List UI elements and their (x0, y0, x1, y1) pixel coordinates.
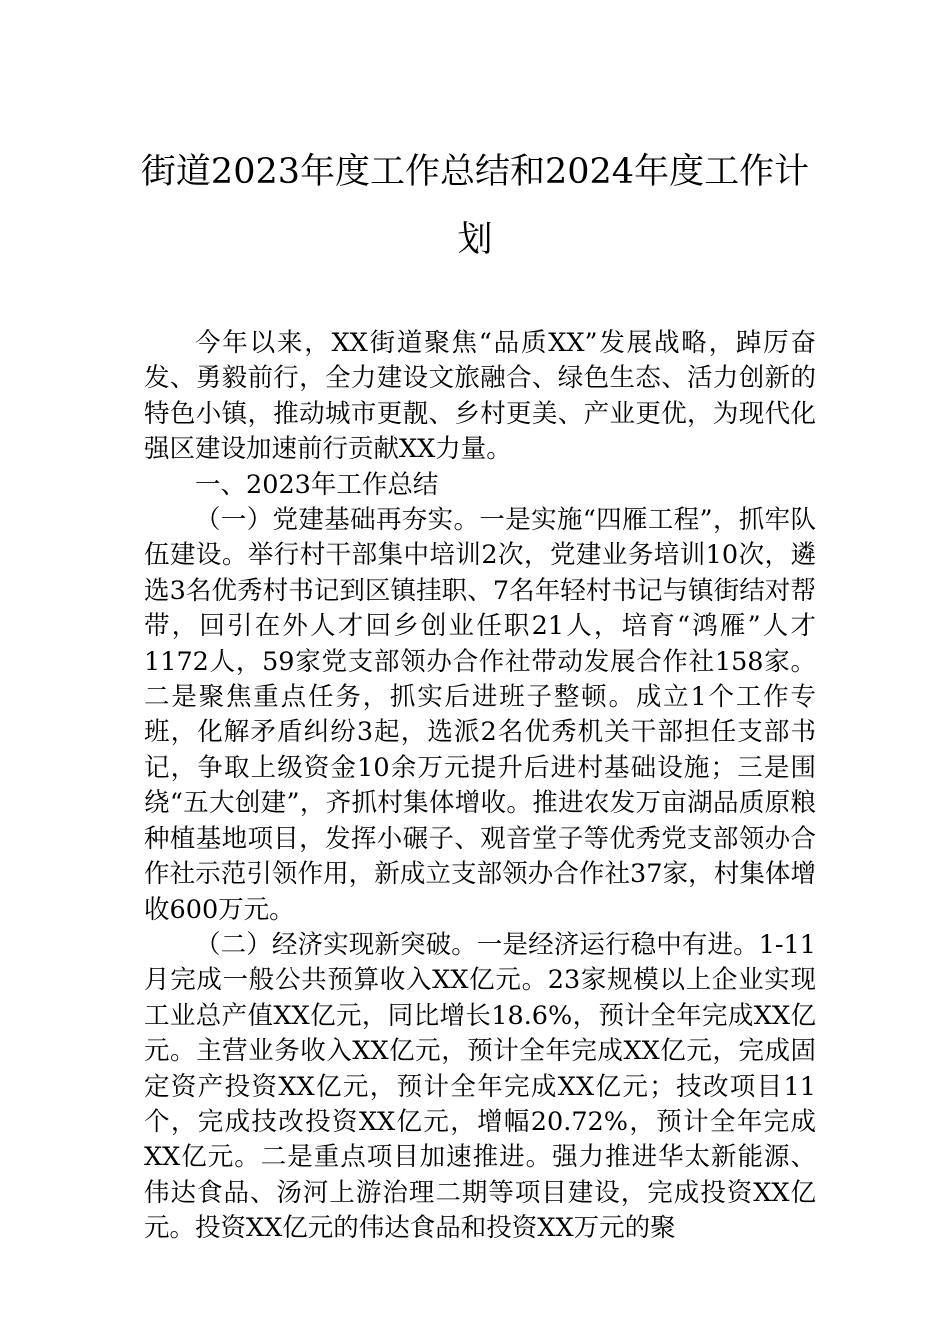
document-title-line-2: 划 (457, 220, 493, 260)
intro-paragraph: 今年以来，XX街道聚焦“品质XX”发展战略，踔厉奋发、勇毅前行，全力建设文旅融合、绿色生态、活力创新的特色小镇，推动城市更靓、乡村更美、产业更优，为现代化强区建设加速前行贡献XX力量。 (144, 328, 816, 465)
body-paragraph: （二）经济实现新突破。一是经济运行稳中有进。1-11月完成一般公共预算收入XX亿元。23家规模以上企业实现工业总产值XX亿元，同比增长18.6%，预计全年完成XX亿元。主营业务收入XX亿元，预计全年完成XX亿元，完成固定资产投资XX亿元，预计全年完成XX亿元；技改项目11个，完成技改投资XX亿元，增幅20.72%，预计全年完成XX亿元。二是重点项目加速推进。强力推进华太新能源、伟达食品、汤河上游治理二期等项目建设，完成投资XX亿元。投资XX亿元的伟达食品和投资XX万元的聚 (144, 929, 816, 1244)
document-title-line-1: 街道2023年度工作总结和2024年度工作计 (140, 152, 810, 192)
document-body (144, 326, 816, 1247)
section-heading: 一、2023年工作总结 (195, 469, 439, 500)
body-paragraph: （一）党建基础再夯实。一是实施“四雁工程”，抓牢队伍建设。举行村干部集中培训2次，党建业务培训10次，遴选3名优秀村书记到区镇挂职、7名年轻村书记与镇街结对帮带，回引在外人才回乡创业任职21人，培育“鸿雁”人才1172人，59家党支部领办合作社带动发展合作社158家。二是聚焦重点任务，抓实后进班子整顿。成立1个工作专班，化解矛盾纠纷3起，选派2名优秀机关干部担任支部书记，争取上级资金10余万元提升后进村基础设施；三是围绕“五大创建”，齐抓村集体增收。推进农发万亩湖品质原粮种植基地项目，发挥小碾子、观音堂子等优秀党支部领办合作社示范引领作用，新成立支部领办合作社37家，村集体增收600万元。 (144, 505, 816, 925)
document-title (110, 138, 840, 274)
